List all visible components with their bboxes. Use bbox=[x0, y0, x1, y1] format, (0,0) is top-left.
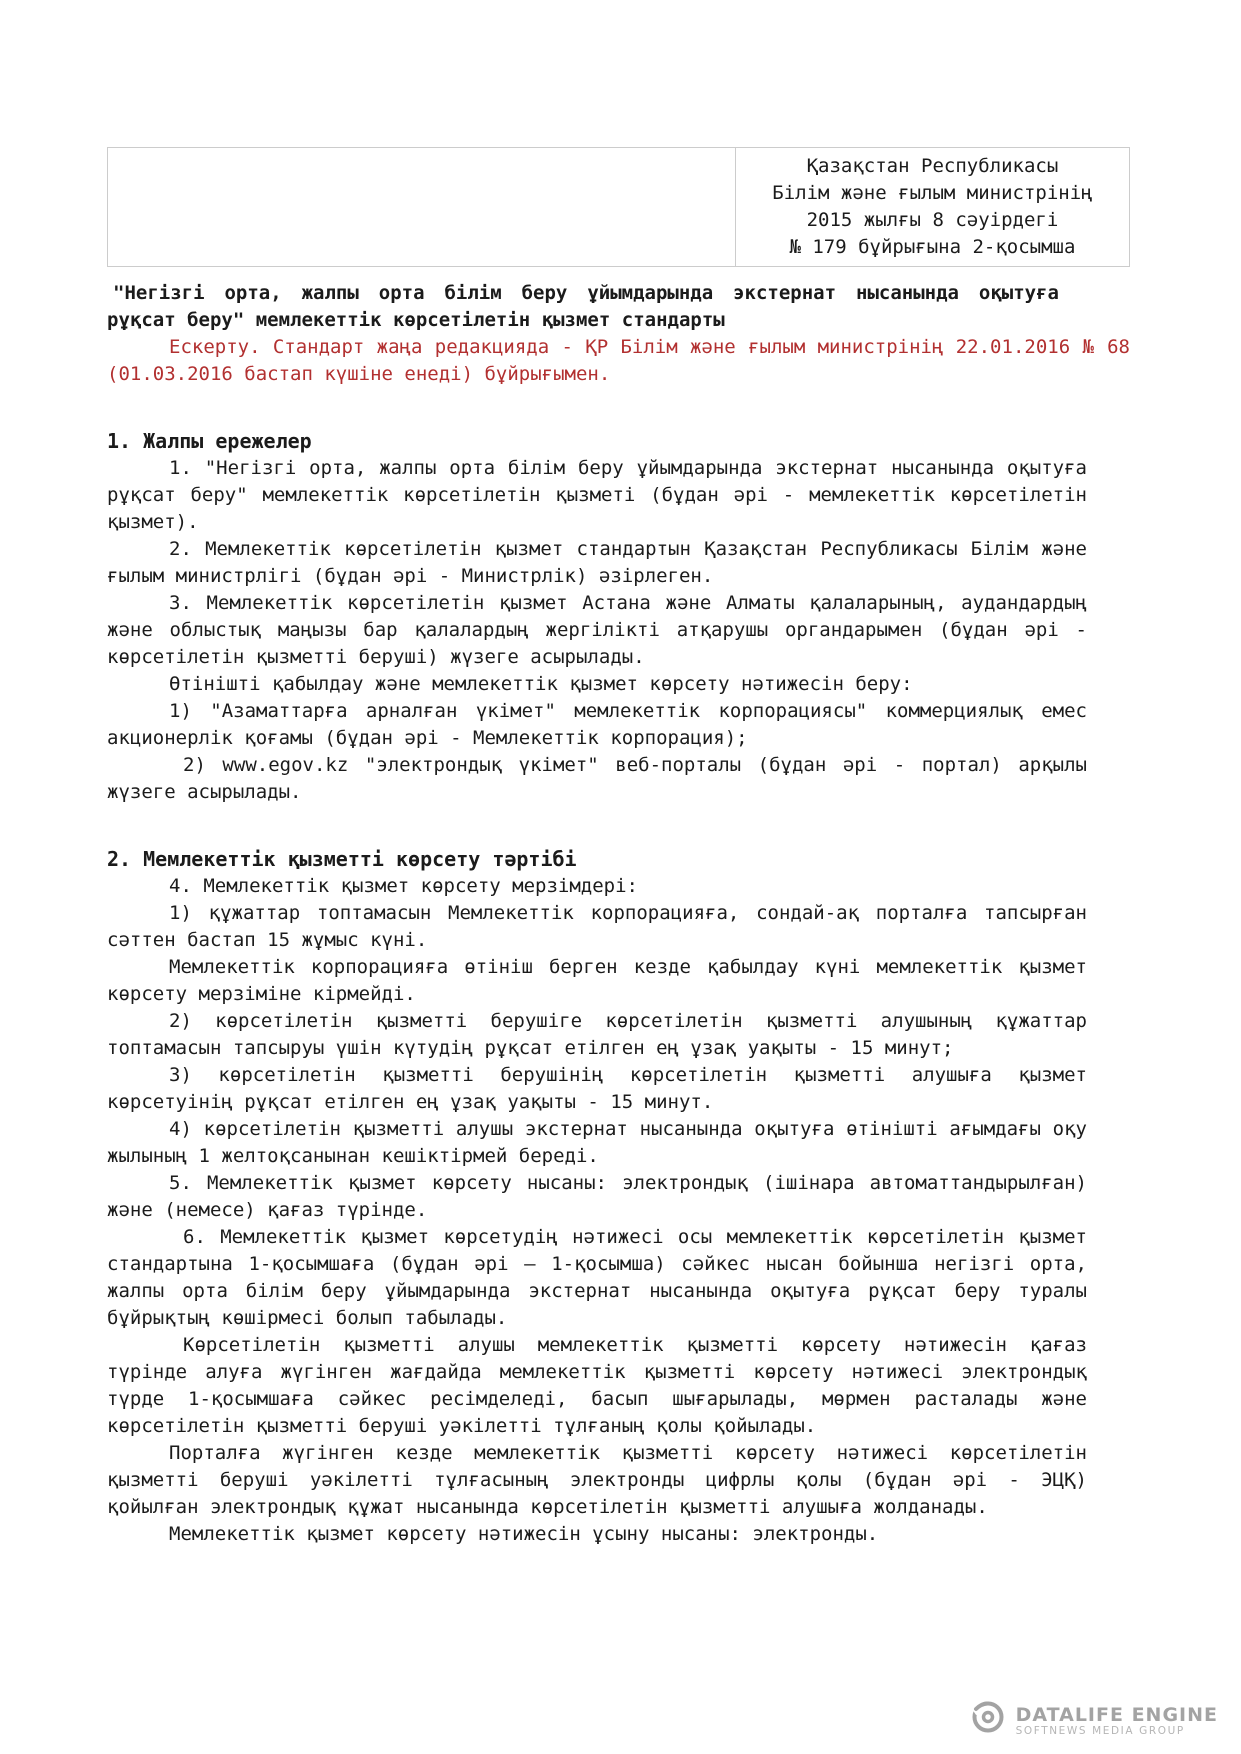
paragraph: 6. Мемлекеттік қызмет көрсетудің нәтижесі осы мемлекеттік көрсетілетін қызмет стандартына 1-қосымшаға (бұдан әрі – 1-қосымша) сәйкес нысан бойынша негізгі орта, жалпы орта білім беру ұйымдарында экстернат нысанында оқытуға рұқсат беру туралы бұйрықтың көшірмесі болып табылады. bbox=[107, 1226, 1087, 1329]
paragraph: 4) көрсетілетін қызметті алушы экстернат нысанында оқытуға өтінішті ағымдағы оқу жылының 1 желтоқсанынан кешіктірмей береді. bbox=[107, 1118, 1087, 1167]
paragraph: 5. Мемлекеттік қызмет көрсету нысаны: электрондық (ішінара автоматтандырылған) және (немесе) қағаз түрінде. bbox=[107, 1172, 1087, 1221]
watermark-title: DATALIFE ENGINE bbox=[1015, 1703, 1218, 1726]
paragraph: Мемлекеттік қызмет көрсету нәтижесін ұсыну нысаны: электронды. bbox=[169, 1523, 879, 1545]
paragraph: 1. "Негізгі орта, жалпы орта білім беру ұйымдарында экстернат нысанында оқытуға рұқсат беру" мемлекеттік көрсетілетін қызметі (бұдан әрі - мемлекеттік көрсетілетін қызмет). bbox=[107, 457, 1087, 533]
paragraph: Мемлекеттік корпорацияға өтініш берген кезде қабылдау күні мемлекеттік қызмет көрсету мерзіміне кірмейді. bbox=[107, 956, 1087, 1005]
appendix-line: 2015 жылғы 8 сәуірдегі bbox=[806, 209, 1059, 231]
paragraph: 2. Мемлекеттік көрсетілетін қызмет стандартын Қазақстан Республикасы Білім және ғылым министрлігі (бұдан әрі - Министрлік) әзірлеген. bbox=[107, 538, 1087, 587]
appendix-reference-box bbox=[107, 147, 1130, 267]
watermark-text bbox=[1016, 1705, 1218, 1738]
appendix-line: Қазақстан Республикасы bbox=[806, 155, 1059, 177]
paragraph: 2) көрсетілетін қызметті берушіге көрсетілетін қызметті алушының құжаттар топтамасын тапсыруы үшін күтудің рұқсат етілген ең ұзақ уақыты - 15 минут; bbox=[107, 1010, 1087, 1059]
paragraph: Порталға жүгінген кезде мемлекеттік қызметті көрсету нәтижесі көрсетілетін қызметті беруші уәкілетті тұлғасының электронды цифрлы қолы (бұдан әрі - ЭЦҚ) қойылған электрондық құжат нысанында көрсетілетін қызметті алушыға жолданады. bbox=[107, 1442, 1087, 1518]
section-1-heading: 1. Жалпы ережелер bbox=[107, 429, 312, 453]
appendix-line: № 179 бұйрығына 2-қосымша bbox=[789, 236, 1076, 258]
section-2-heading: 2. Мемлекеттік қызметті көрсету тәртібі bbox=[107, 847, 577, 871]
appendix-box-empty-cell bbox=[108, 148, 736, 266]
watermark-subtitle: SOFTNEWS MEDIA GROUP bbox=[1015, 1724, 1185, 1737]
document-title: "Негізгі орта, жалпы орта білім беру ұйымдарында экстернат нысанында оқытуға рұқсат беру" мемлекеттік көрсетілетін қызмет стандарты bbox=[107, 282, 1059, 331]
appendix-line: Білім және ғылым министрінің bbox=[772, 182, 1093, 204]
paragraph: 4. Мемлекеттік қызмет көрсету мерзімдері: bbox=[169, 875, 638, 897]
paragraph: 1) құжаттар топтамасын Мемлекеттік корпорацияға, сондай-ақ порталға тапсырған сәттен бастап 15 жұмыс күні. bbox=[107, 902, 1087, 951]
paragraph: 3) көрсетілетін қызметті берушінің көрсетілетін қызметті алушыға қызмет көрсетуінің рұқсат етілген ең ұзақ уақыты - 15 минут. bbox=[107, 1064, 1087, 1113]
paragraph: Көрсетілетін қызметті алушы мемлекеттік қызметті көрсету нәтижесін қағаз түрінде алуға жүгінген жағдайда мемлекеттік қызметті көрсету нәтижесі электрондық түрде 1-қосымшаға сәйкес ресімделеді, басып шығарылады, мөрмен расталады және көрсетілетін қызметті беруші уәкілетті тұлғаның қолы қойылады. bbox=[107, 1334, 1087, 1437]
amendment-note: Ескерту. Стандарт жаңа редакцияда - ҚР Білім және ғылым министрінің 22.01.2016 № 68 (01.03.2016 бастап күшіне енеді) бұйрығымен. bbox=[107, 336, 1130, 385]
paragraph: 3. Мемлекеттік көрсетілетін қызмет Астана және Алматы қалаларының, аудандардың және облыстық маңызы бар қалалардың жергілікті атқарушы органдарымен (бұдан әрі - көрсетілетін қызметті беруші) жүзеге асырылады. bbox=[107, 592, 1087, 668]
paragraph: Өтінішті қабылдау және мемлекеттік қызмет көрсету нәтижесін беру: bbox=[169, 673, 913, 695]
paragraph: 2) www.egov.kz "электрондық үкімет" веб-порталы (бұдан әрі - портал) арқылы жүзеге асырылады. bbox=[107, 754, 1087, 803]
datalife-logo-icon bbox=[969, 1700, 1007, 1742]
appendix-box-text-cell bbox=[736, 148, 1129, 266]
datalife-engine-watermark bbox=[969, 1700, 1218, 1742]
paragraph: 1) "Азаматтарға арналған үкімет" мемлекеттік корпорациясы" коммерциялық емес акционерлік қоғамы (бұдан әрі - Мемлекеттік корпорация); bbox=[107, 700, 1087, 749]
